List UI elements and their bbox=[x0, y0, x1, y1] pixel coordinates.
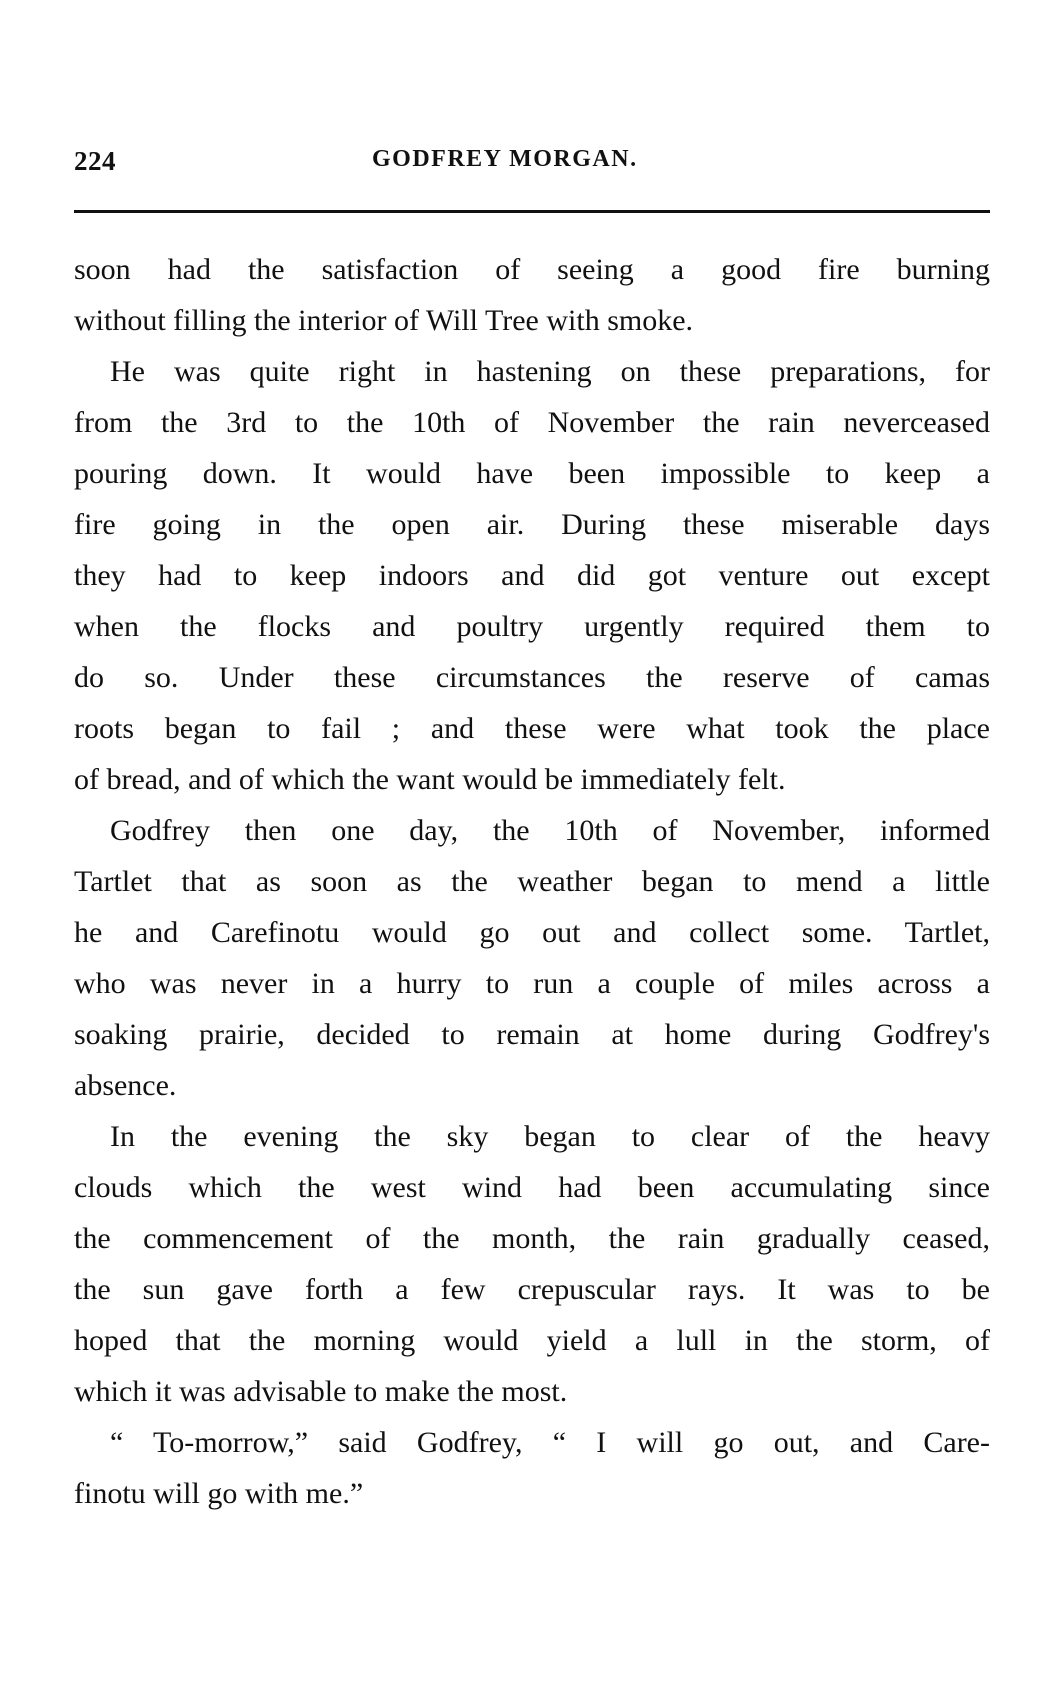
text-line: he and Carefinotu would go out and collect some. Tartlet, bbox=[74, 916, 990, 949]
running-title: GODFREY MORGAN. bbox=[372, 146, 638, 172]
text-line: pouring down. It would have been impossible to keep a bbox=[74, 457, 990, 490]
text-line: soaking prairie, decided to remain at home during Godfrey's bbox=[74, 1018, 990, 1051]
header-rule bbox=[74, 210, 990, 213]
text-line: In the evening the sky began to clear of the heavy bbox=[110, 1120, 990, 1153]
text-line: when the flocks and poultry urgently required them to bbox=[74, 610, 990, 643]
text-line: He was quite right in hastening on these preparations, for bbox=[110, 355, 990, 388]
text-line: fire going in the open air. During these miserable days bbox=[74, 508, 990, 541]
text-line: Godfrey then one day, the 10th of November, informed bbox=[110, 814, 990, 847]
text-line: do so. Under these circumstances the reserve of camas bbox=[74, 661, 990, 694]
text-line: soon had the satisfaction of seeing a good fire burning bbox=[74, 253, 990, 286]
text-line: absence. bbox=[74, 1069, 177, 1102]
text-line: without filling the interior of Will Tree with smoke. bbox=[74, 304, 694, 337]
text-line: “ To-morrow,” said Godfrey, “ I will go out, and Care- bbox=[110, 1426, 990, 1459]
text-line: they had to keep indoors and did got venture out except bbox=[74, 559, 990, 592]
text-line: roots began to fail ; and these were what took the place bbox=[74, 712, 990, 745]
text-line: Tartlet that as soon as the weather began to mend a little bbox=[74, 865, 990, 898]
text-line: who was never in a hurry to run a couple of miles across a bbox=[74, 967, 990, 1000]
text-line: clouds which the west wind had been accumulating since bbox=[74, 1171, 990, 1204]
page-number: 224 bbox=[74, 146, 116, 176]
page-header bbox=[74, 146, 990, 186]
text-line: of bread, and of which the want would be immediately felt. bbox=[74, 763, 786, 796]
text-line: finotu will go with me.” bbox=[74, 1477, 364, 1510]
text-line: from the 3rd to the 10th of November the rain neverceased bbox=[74, 406, 990, 439]
body-text bbox=[74, 244, 990, 1519]
text-line: hoped that the morning would yield a lull in the storm, of bbox=[74, 1324, 990, 1357]
text-line: which it was advisable to make the most. bbox=[74, 1375, 568, 1408]
text-line: the sun gave forth a few crepuscular rays. It was to be bbox=[74, 1273, 990, 1306]
text-line: the commencement of the month, the rain gradually ceased, bbox=[74, 1222, 990, 1255]
